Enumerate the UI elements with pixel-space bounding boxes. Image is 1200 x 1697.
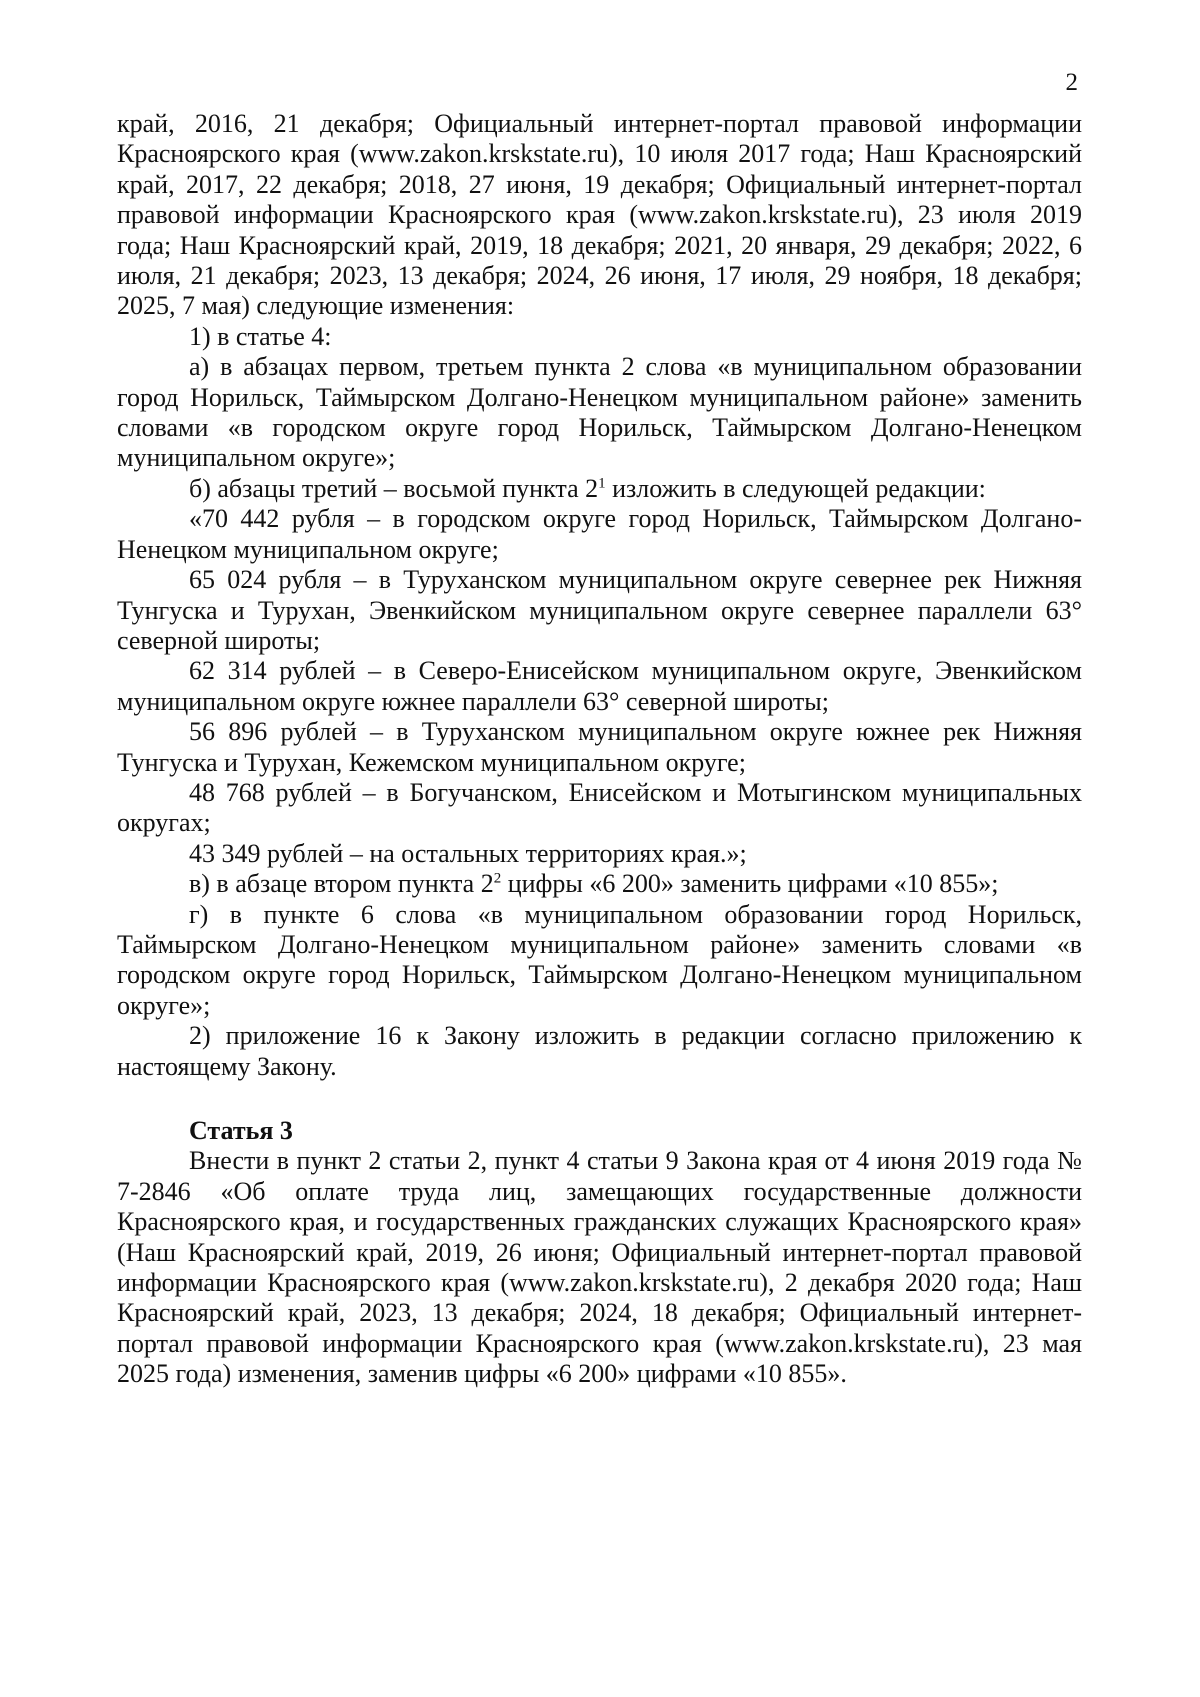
paragraph-item-1: 1) в статье 4: [189, 321, 332, 351]
page-number: 2 [1065, 69, 1078, 96]
article-3-heading: Статья 3 [189, 1116, 293, 1145]
paragraph-item-1g: г) в пункте 6 слова «в муниципальном образовании город Норильск, Таймырском Долгано-Ненецком муниципальном районе» заменить словами «в городском округе город Норильск, Таймырском Долгано-Ненецком муниципальном округе»; [117, 899, 1082, 1020]
quote-line-4: 56 896 рублей – в Туруханском муниципальном округе южнее рек Нижняя Тунгуска и Турухан, Кежемском муниципальном округе; [117, 717, 1082, 777]
quote-line-3: 62 314 рублей – в Северо-Енисейском муниципальном округе, Эвенкийском муниципальном округе южнее параллели 63° северной широты; [117, 656, 1082, 716]
item-1b-text-end: изложить в следующей редакции: [605, 473, 986, 503]
document-body [117, 109, 1082, 1390]
article-3-text: Внести в пункт 2 статьи 2, пункт 4 статьи 9 Закона края от 4 июня 2019 года № 7-2846 «Об оплате труда лиц, замещающих государственные должности Красноярского края, и государственных гражданских служащих Красноярского края» (Наш Красноярский край, 2019, 26 июня; Официальный интернет-портал правовой информации Красноярского края (www.zakon.krskstate.ru), 2 декабря 2020 года; Наш Красноярский край, 2023, 13 декабря; 2024, 18 декабря; Официальный интернет-портал правовой информации Красноярского края (www.zakon.krskstate.ru), 23 мая 2025 года) изменения, заменив цифры «6 200» цифрами «10 855». [117, 1146, 1082, 1389]
item-1v-text-end: цифры «6 200» заменить цифрами «10 855»; [501, 869, 999, 899]
paragraph-item-1v [117, 869, 1082, 899]
quote-line-2: 65 024 рубля – в Туруханском муниципальном округе севернее рек Нижняя Тунгуска и Турухан, Эвенкийском муниципальном округе севернее параллели 63° северной широты; [117, 565, 1082, 655]
quote-line-5: 48 768 рублей – в Богучанском, Енисейском и Мотыгинском муниципальных округах; [117, 777, 1082, 838]
item-1v-superscript: 2 [493, 870, 502, 887]
paragraph-item-1b [117, 474, 1082, 504]
item-1b-superscript: 1 [598, 475, 606, 492]
item-1v-text-start: в) в абзаце втором пункта 2 [189, 869, 494, 899]
paragraph-item-2: 2) приложение 16 к Закону изложить в редакции согласно приложению к настоящему Закону. [117, 1021, 1082, 1081]
paragraph-item-1a: а) в абзацах первом, третьем пункта 2 слова «в муниципальном образовании город Норильск, Таймырском Долгано-Ненецком муниципальном районе» заменить словами «в городском округе город Норильск, Таймырском Долгано-Ненецком муниципальном округе»; [117, 352, 1082, 473]
quote-line-1: «70 442 рубля – в городском округе город Норильск, Таймырском Долгано-Ненецком муниципальном округе; [117, 504, 1082, 564]
paragraph-intro: край, 2016, 21 декабря; Официальный интернет-портал правовой информации Красноярского края (www.zakon.krskstate.ru), 10 июля 2017 года; Наш Красноярский край, 2017, 22 декабря; 2018, 27 июня, 19 декабря; Официальный интернет-портал правовой информации Красноярского края (www.zakon.krskstate.ru), 23 июля 2019 года; Наш Красноярский край, 2019, 18 декабря; 2021, 20 января, 29 декабря; 2022, 6 июля, 21 декабря; 2023, 13 декабря; 2024, 26 июня, 17 июля, 29 ноября, 18 декабря; 2025, 7 мая) следующие изменения: [117, 109, 1082, 321]
quote-line-6: 43 349 рублей – на остальных территориях края.»; [189, 838, 747, 868]
item-1b-text-start: б) абзацы третий – восьмой пункта 2 [189, 473, 599, 503]
